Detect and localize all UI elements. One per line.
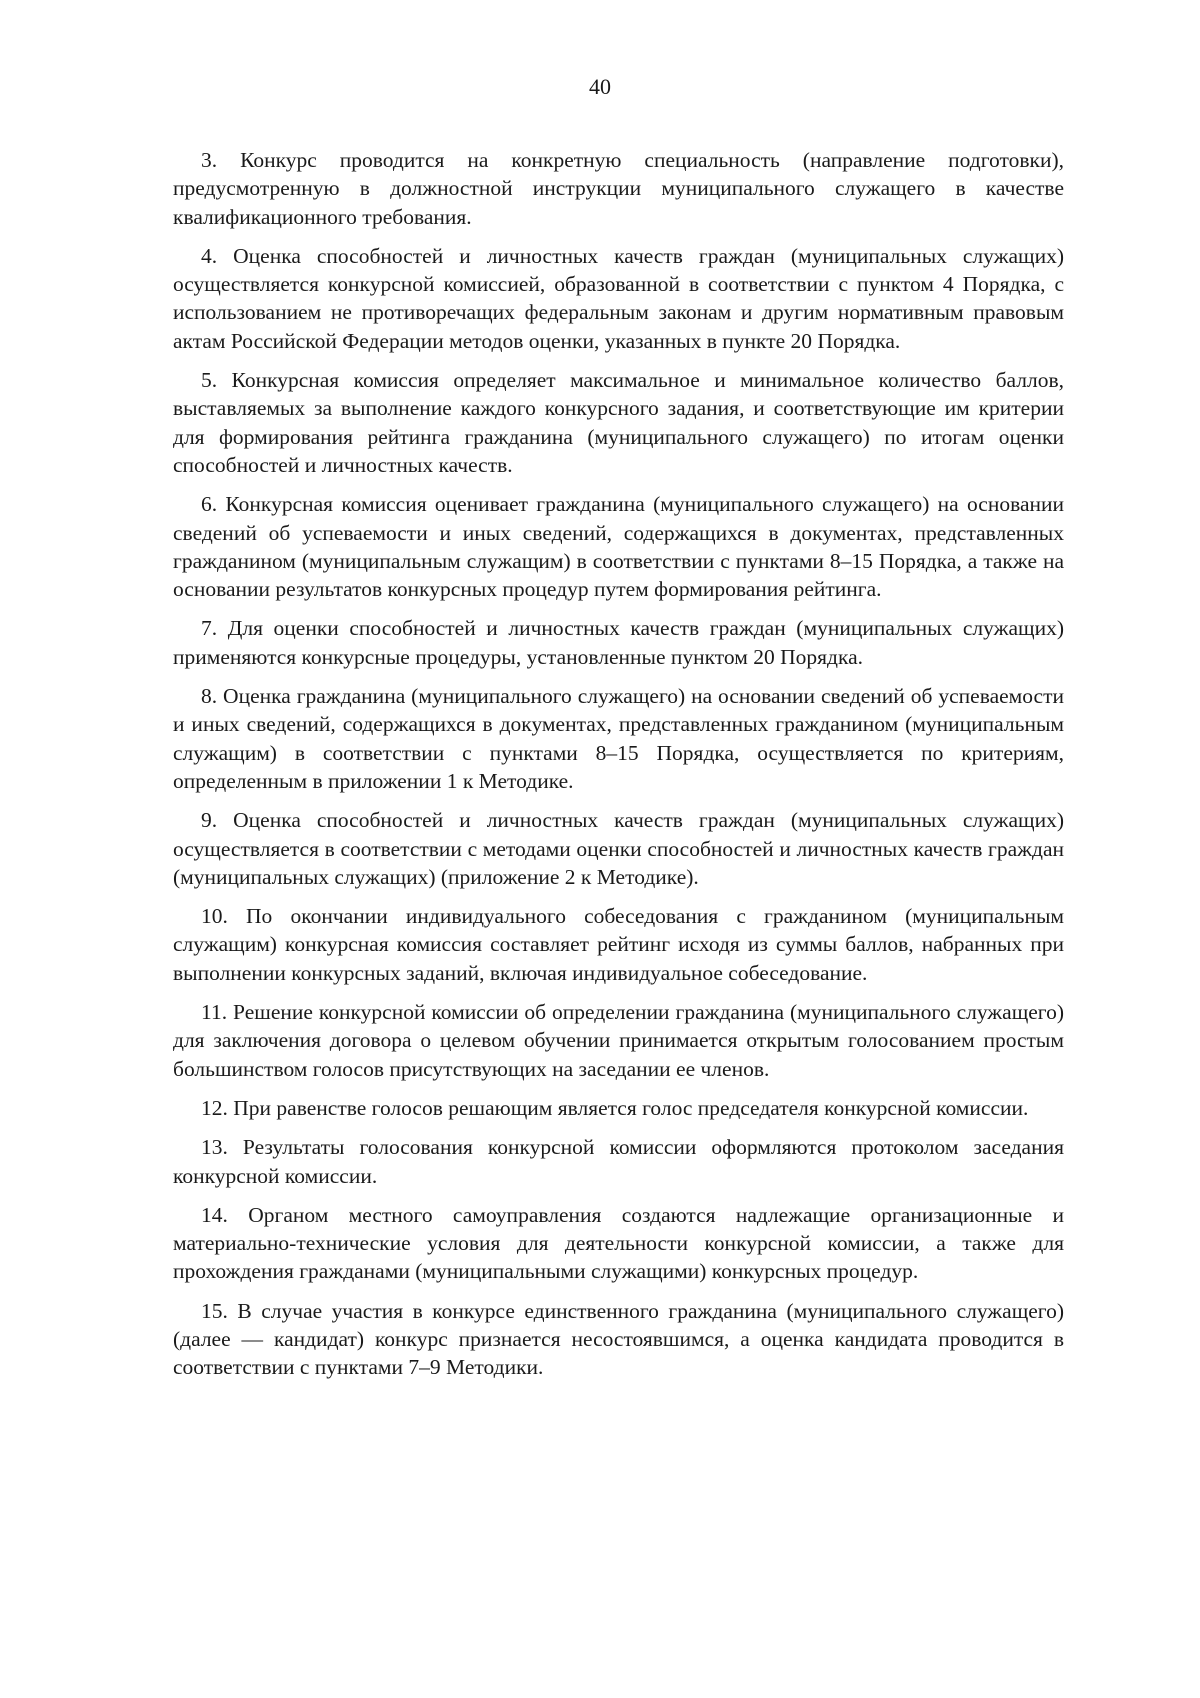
paragraph-4: 4. Оценка способностей и личностных качеств граждан (муниципальных служащих) осуществляется конкурсной комиссией, образованной в соответствии с пунктом 4 Порядка, с использованием не противоречащих федеральным законам и другим нормативным правовым актам Российской Федерации методов оценки, указанных в пункте 20 Порядка. [173, 243, 1064, 353]
paragraph-13: 13. Результаты голосования конкурсной комиссии оформляются протоколом заседания конкурсной комиссии. [173, 1135, 1064, 1188]
paragraph-6: 6. Конкурсная комиссия оценивает гражданина (муниципального служащего) на основании сведений об успеваемости и иных сведений, содержащихся в документах, представленных гражданином (муниципальным служащим) в соответствии с пунктами 8–15 Порядка, а также на основании результатов конкурсных процедур путем формирования рейтинга. [173, 492, 1064, 602]
paragraph-15: 15. В случае участия в конкурсе единственного гражданина (муниципального служащего) (далее — кандидат) конкурс признается несостоявшимся, а оценка кандидата проводится в соответствии с пунктами 7–9 Методики. [173, 1298, 1064, 1380]
document-body [173, 146, 1064, 1393]
paragraph-14: 14. Органом местного самоуправления создаются надлежащие организационные и материально-технические условия для деятельности конкурсной комиссии, а также для прохождения гражданами (муниципальными служащими) конкурсных процедур. [173, 1202, 1064, 1284]
paragraph-7: 7. Для оценки способностей и личностных качеств граждан (муниципальных служащих) применяются конкурсные процедуры, установленные пунктом 20 Порядка. [173, 616, 1064, 669]
paragraph-10: 10. По окончании индивидуального собеседования с гражданином (муниципальным служащим) конкурсная комиссия составляет рейтинг исходя из суммы баллов, набранных при выполнении конкурсных заданий, включая индивидуальное собеседование. [173, 904, 1064, 985]
paragraph-9: 9. Оценка способностей и личностных качеств граждан (муниципальных служащих) осуществляется в соответствии с методами оценки способностей и личностных качеств граждан (муниципальных служащих) (приложение 2 к Методике). [173, 808, 1064, 889]
paragraph-12: 12. При равенстве голосов решающим является голос председателя конкурсной комиссии. [201, 1095, 1029, 1120]
paragraph-8: 8. Оценка гражданина (муниципального служащего) на основании сведений об успеваемости и иных сведений, содержащихся в документах, представленных гражданином (муниципальным служащим) в соответствии с пунктами 8–15 Порядка, осуществляется по критериям, определенным в приложении 1 к Методике. [173, 684, 1064, 793]
page-number: 40 [589, 74, 611, 99]
paragraph-11: 11. Решение конкурсной комиссии об определении гражданина (муниципального служащего) для заключения договора о целевом обучении принимается открытым голосованием простым большинством голосов присутствующих на заседании ее членов. [173, 1000, 1064, 1081]
paragraph-5: 5. Конкурсная комиссия определяет максимальное и минимальное количество баллов, выставляемых за выполнение каждого конкурсного задания, и соответствующие им критерии для формирования рейтинга гражданина (муниципального служащего) по итогам оценки способностей и личностных качеств. [173, 368, 1064, 477]
paragraph-3: 3. Конкурс проводится на конкретную специальность (направление подготовки), предусмотренную в должностной инструкции муниципального служащего в качестве квалификационного требования. [173, 148, 1064, 229]
